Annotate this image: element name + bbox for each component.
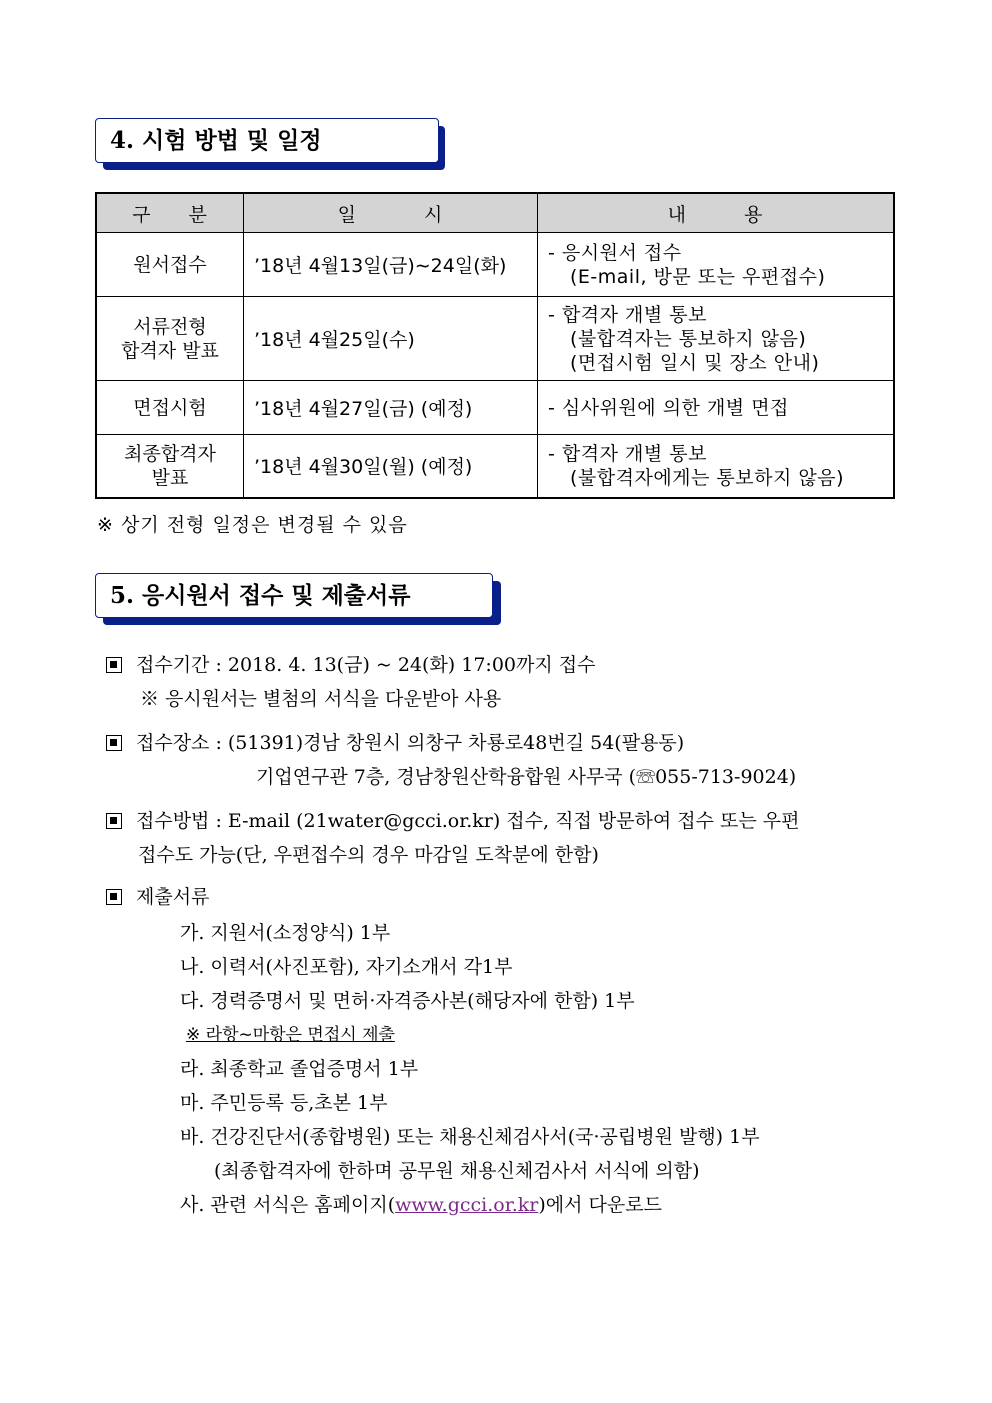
row-date: ’18년 4월25일(수) (244, 297, 538, 381)
row-category: 서류전형 합격자 발표 (96, 297, 244, 381)
row-content: - 합격자 개별 통보 (불합격자에게는 통보하지 않음) (538, 435, 895, 498)
table-row (96, 297, 894, 381)
docs-list-item: 라. 최종학교 졸업증명서 1부 (180, 1058, 419, 1080)
period-item: 접수기간 : 2018. 4. 13(금) ~ 24(화) 17:00까지 접수 (106, 648, 595, 682)
section-4-title: 4. 시험 방법 및 일정 (95, 118, 439, 163)
schedule-table (95, 192, 895, 499)
table-row (96, 381, 894, 435)
row-date: ’18년 4월27일(금) (예정) (244, 381, 538, 435)
row-date: ’18년 4월30일(월) (예정) (244, 435, 538, 498)
table-header-row (96, 193, 894, 233)
row-content: - 심사위원에 의한 개별 면접 (538, 381, 895, 435)
docs-list-item: 다. 경력증명서 및 면허·자격증사본(해당자에 한함) 1부 (180, 990, 635, 1012)
method-line-2: 접수도 가능(단, 우편접수의 경우 마감일 도착분에 한함) (138, 844, 599, 866)
table-row (96, 435, 894, 498)
place-line-2: 기업연구관 7층, 경남창원산학융합원 사무국 (☏055-713-9024) (256, 766, 797, 788)
place-item: 접수장소 : (51391)경남 창원시 의창구 차룡로48번길 54(팔용동) (106, 726, 684, 760)
section-5-title: 5. 응시원서 접수 및 제출서류 (95, 573, 493, 618)
row-category: 원서접수 (96, 233, 244, 297)
period-note: ※ 응시원서는 별첨의 서식을 다운받아 사용 (140, 688, 502, 710)
docs-list-item: 바. 건강진단서(종합병원) 또는 채용신체검사서(국·공립병원 발행) 1부 (180, 1126, 760, 1148)
square-bullet-icon (106, 657, 122, 673)
schedule-note: ※ 상기 전형 일정은 변경될 수 있음 (97, 514, 408, 536)
docs-note: ※ 라항∼마항은 면접시 제출 (186, 1025, 395, 1045)
header-content: 내 용 (538, 193, 895, 233)
docs-item: 제출서류 (106, 880, 209, 914)
row-date: ’18년 4월13일(금)∼24일(화) (244, 233, 538, 297)
table-row (96, 233, 894, 297)
docs-list-item: 사. 관련 서식은 홈페이지(www.gcci.or.kr)에서 다운로드 (180, 1194, 662, 1216)
square-bullet-icon (106, 735, 122, 751)
square-bullet-icon (106, 889, 122, 905)
method-item: 접수방법 : E-mail (21water@gcci.or.kr) 접수, 직접 방문하여 접수 또는 우편 (106, 804, 800, 838)
docs-list-item-continued: (최종합격자에 한하며 공무원 채용신체검사서 서식에 의함) (214, 1160, 700, 1182)
homepage-link[interactable]: www.gcci.or.kr (395, 1194, 539, 1216)
docs-list-item: 가. 지원서(소정양식) 1부 (180, 922, 391, 944)
header-date: 일 시 (244, 193, 538, 233)
docs-list-item: 마. 주민등록 등,초본 1부 (180, 1092, 388, 1114)
header-category: 구 분 (96, 193, 244, 233)
square-bullet-icon (106, 813, 122, 829)
row-content: - 합격자 개별 통보 (불합격자는 통보하지 않음) (면접시험 일시 및 장소 안내) (538, 297, 895, 381)
docs-list-item: 나. 이력서(사진포함), 자기소개서 각1부 (180, 956, 513, 978)
row-category: 최종합격자 발표 (96, 435, 244, 498)
row-category: 면접시험 (96, 381, 244, 435)
row-content: - 응시원서 접수 (E-mail, 방문 또는 우편접수) (538, 233, 895, 297)
